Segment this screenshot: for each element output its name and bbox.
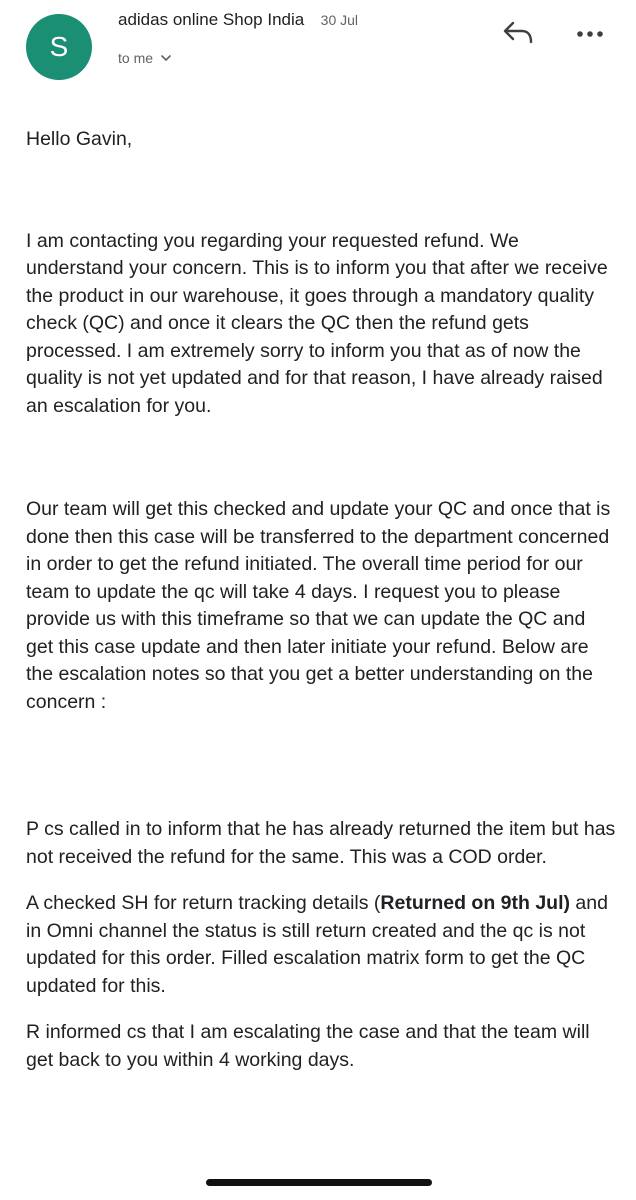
email-paragraph-3: P cs called in to inform that he has already returned the item but has not received the refund for the same. This was a COD order. [26,818,616,868]
email-paragraph-1: I am contacting you regarding your requested refund. We understand your concern. This is to inform you that after we receive the product in our warehouse, it goes through a mandatory quality check (QC) and once it clears the QC then the refund gets processed. I am extremely sorry to inform you that as of now the quality is not yet updated and for that reason, I have already raised an escalation for you. [26,229,608,417]
email-paragraph-5: R informed cs that I am escalating the case and that the team will get back to you within 4 working days. [26,1021,590,1071]
email-paragraph-4 [26,890,616,1000]
returned-date-highlight: Returned on 9th Jul) [380,892,571,914]
email-body [26,126,616,1074]
paragraph-4-text-end: and in Omni channel the status is still return created and the qc is not updated for this order. Filled escalation matrix form to get the QC updated for this. [26,892,608,997]
sender-name[interactable]: adidas online Shop India [118,10,305,29]
sender-line [118,10,358,30]
email-date: 30 Jul [320,12,359,28]
recipient-label: to me [118,50,154,66]
sender-avatar[interactable] [26,14,92,80]
paragraph-4-text-start: A checked SH for return tracking details ( [26,892,381,914]
recipient-details-toggle[interactable] [118,50,173,66]
email-greeting: Hello Gavin, [26,128,133,150]
more-options-icon[interactable] [572,22,608,46]
email-paragraph-2: Our team will get this checked and update your QC and once that is done then this case will be transferred to the department concerned in order to get the refund initiated. The overall time period for our team to update the qc will take 4 days. I request you to please provide us with this timeframe so that we can update the QC and get this case update and then later initiate your refund. Below are the escalation notes so that you get a better understanding on the concern : [26,498,611,713]
home-indicator[interactable] [206,1179,432,1186]
chevron-down-icon [159,51,173,65]
email-header [0,0,636,100]
reply-icon[interactable] [500,18,536,48]
avatar-letter: S [49,31,69,62]
